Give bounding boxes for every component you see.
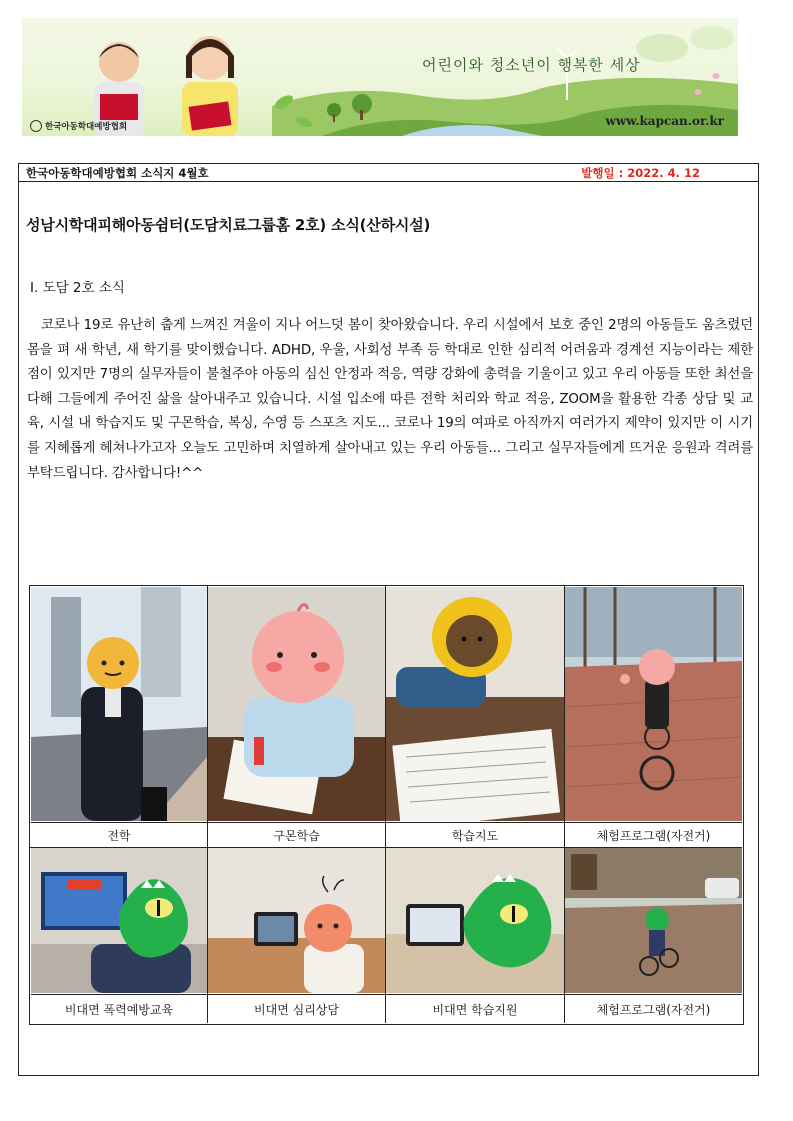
photo-caption: 체험프로그램(자전거) xyxy=(565,994,742,1023)
section-heading: Ⅰ. 도담 2호 소식 xyxy=(30,280,125,296)
grid-divider xyxy=(564,586,565,1023)
photo-online-violence-prevention xyxy=(31,848,207,993)
photo-bicycle-2 xyxy=(565,848,742,993)
photo-online-counseling xyxy=(208,848,385,993)
photo-caption: 전학 xyxy=(31,822,207,847)
newsletter-header-bar xyxy=(18,163,759,182)
photo-transfer xyxy=(31,587,207,821)
grid-divider xyxy=(30,847,742,848)
photo-caption: 비대면 심리상담 xyxy=(208,994,385,1023)
photo-caption: 체험프로그램(자전거) xyxy=(565,822,742,847)
issue-date: 발행일 : 2022. 4. 12 xyxy=(581,166,700,180)
banner-slogan: 어린이와 청소년이 행복한 세상 xyxy=(422,56,641,74)
website-url: www.kapcan.or.kr xyxy=(605,114,724,128)
photo-caption: 비대면 폭력예방교육 xyxy=(31,994,207,1023)
grid-divider xyxy=(207,586,208,1023)
article-title: 성남시학대피해아동쉼터(도담치료그룹홈 2호) 소식(산하시설) xyxy=(26,216,431,234)
newsletter-name: 한국아동학대예방협회 소식지 4월호 xyxy=(26,166,209,180)
child-illustration-girl xyxy=(172,26,248,136)
photo-bicycle xyxy=(565,587,742,821)
photo-caption: 학습지도 xyxy=(386,822,564,847)
photo-grid xyxy=(29,585,744,1025)
photo-kumon xyxy=(208,587,385,821)
photo-caption: 구몬학습 xyxy=(208,822,385,847)
organization-name: 한국아동학대예방협회 xyxy=(45,122,128,132)
seal-icon xyxy=(30,120,42,132)
article-body: 코로나 19로 유난히 춥게 느껴진 겨울이 지나 어느덧 봄이 찾아왔습니다. 우리 시설에서 보호 중인 2명의 아동들도 움츠렸던 몸을 펴 새 학년, 새 학기를 맞이했습니다. ADHD, 우울, 사회성 부족 등 학대로 인한 심리적 어려움과 경계선 지능이라는 제한점이 있지만 7명의 실무자들이 불철주야 아동의 심신 안정과 적응, 역량 강화에 총력을 기울이고 있고 우리 아동들 또한 최선을 다해 그들에게 주어진 삶을 살아내주고 있습니다. 시설 입소에 따른 전학 처리와 학교 적응, ZOOM을 활용한 각종 상담 및 교육, 시설 내 학습지도 및 구몬학습, 복싱, 수영 등 스포츠 지도... 코로나 19의 여파로 아직까지 여러가지 제약이 있지만 이 시기를 지혜롭게 헤쳐나가고자 오늘도 고민하며 치열하게 살아내고 있는 우리 아동들... 그리고 실무자들에게 뜨거운 응원과 격려를 부탁드립니다. 감사합니다!^^ xyxy=(27,318,753,481)
photo-online-study xyxy=(386,848,564,993)
organization-logo xyxy=(30,120,127,132)
photo-tutoring xyxy=(386,587,564,821)
photo-caption: 비대면 학습지원 xyxy=(386,994,564,1023)
grid-divider xyxy=(385,586,386,1023)
header-banner xyxy=(22,18,738,136)
